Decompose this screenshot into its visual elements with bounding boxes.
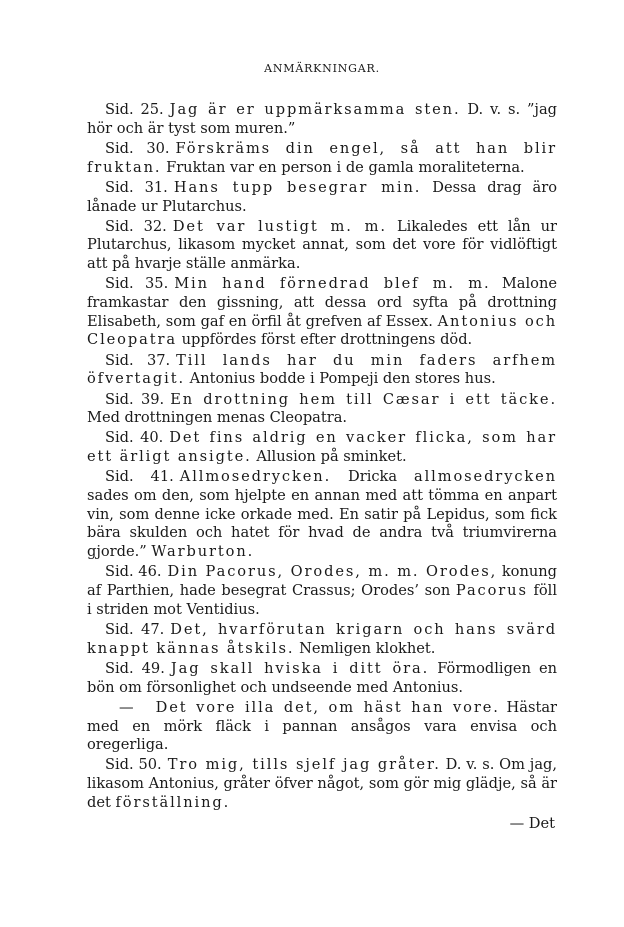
note-text: Förmodligen en bön om försonlighet och undseende med Antonius. (87, 659, 558, 696)
note-sid-35 (87, 275, 557, 350)
note-quote: Det, hvarförutan krigarn och hans svärd knappt kännas åtskils. (87, 620, 557, 657)
note-text-2: sades om den, som hjelpte en annan med att tömma en anpart vin, som denne icke orkade med. En satir på Lepidus, som fick bära skulden och hatet för hvad de andra två triumvirerna gjorde.” (87, 487, 557, 561)
note-sid-25 (87, 101, 557, 138)
note-sid-31 (87, 179, 557, 216)
note-ref: Sid. 41. (105, 468, 174, 486)
note-ref: Sid. 25. (105, 101, 164, 118)
note-sid-40 (87, 429, 557, 466)
note-source: Warburton. (151, 543, 255, 561)
note-ref: Sid. 49. (105, 659, 165, 677)
note-text: Med drottningen menas Cleopatra. (87, 409, 348, 427)
note-text: Nemligen klokhet. (299, 639, 436, 657)
note-sid-39 (87, 391, 557, 428)
note-quote: Min hand förnedrad blef m. m. (174, 275, 491, 293)
note-sid-49 (87, 660, 557, 697)
note-sid-30 (87, 140, 557, 177)
note-sid-50 (87, 756, 557, 812)
note-sid-32 (87, 218, 557, 274)
note-ref: Sid. 30. (105, 139, 170, 157)
note-text: D. v. s. ”jag hör och är tyst som muren.” (87, 101, 557, 137)
note-ref: Sid. 40. (105, 429, 164, 447)
note-text-2: uppfördes först efter drottningens död. (181, 331, 473, 349)
note-ref: Sid. 37. (105, 351, 171, 369)
note-ref: Sid. 47. (105, 620, 165, 638)
note-quote: Jag är er uppmärksamma sten. (169, 101, 461, 118)
note-ref: Sid. 46. (105, 563, 162, 581)
note-ref: Sid. 31. (105, 178, 168, 196)
note-ref: Sid. 39. (105, 390, 165, 408)
note-quote: Din Pacorus, Orodes, m. m. Orodes, (167, 563, 498, 581)
note-text: konung af Parthien, hade besegrat Crassus; Orodes’ son (87, 563, 558, 600)
note-sid-47 (87, 621, 557, 658)
note-quote: Hans tupp besegrar min. (173, 178, 422, 196)
note-quote: Det var lustigt m. m. (172, 217, 387, 235)
note-term: förställning. (115, 793, 231, 811)
note-sid-46 (87, 563, 557, 619)
note-sid-37 (87, 352, 557, 389)
notes-list (87, 101, 557, 813)
note-sid-49-cont (87, 699, 557, 755)
note-text-2: föll i striden mot Ventidius. (87, 582, 557, 618)
note-ref: Sid. 50. (105, 756, 162, 774)
note-text: Antonius bodde i Pompeji den stores hus. (189, 370, 496, 388)
note-text: Fruktan var en person i de gamla moraliteterna. (166, 158, 525, 176)
note-title: Antonius och Cleopatra (87, 312, 557, 349)
note-text: Likaledes ett lån ur Plutarchus, likasom mycket annat, som det vore för vidlöftigt att på hvarje ställe anmärka. (87, 217, 558, 273)
note-quote: Jag skall hviska i ditt öra. (170, 659, 430, 677)
catchword: — Det (509, 814, 555, 832)
note-quote: Förskräms din engel, så att han blir fruktan. (87, 139, 557, 176)
note-text: Allusion på sminket. (256, 448, 407, 466)
note-text: Dessa drag äro lånade ur Plutarchus. (87, 178, 557, 215)
note-sid-41 (87, 468, 557, 562)
note-text: Hästar med en mörk fläck i pannan ansågos vara envisa och oregerliga. (87, 698, 558, 754)
note-quote: Allmosedrycken. (179, 468, 332, 486)
note-quote: Det fins aldrig en vacker flicka, som har ett ärligt ansigte. (87, 429, 557, 466)
note-text: Malone framkastar den gissning, att dessa ord syfta på drottning Elisabeth, som gaf en örfil åt grefven af Essex. (87, 275, 557, 330)
note-ref-dash: — (119, 698, 134, 716)
note-ref: Sid. 32. (105, 217, 167, 235)
note-quote: Tro mig, tills sjelf jag gråter. (167, 756, 441, 774)
note-quote: En drottning hem till Cæsar i ett täcke. (170, 390, 557, 408)
note-ref: Sid. 35. (105, 275, 169, 293)
page (87, 62, 557, 832)
page-header: ANMÄRKNINGAR. (264, 62, 380, 75)
note-text: D. v. s. Om jag, likasom Antonius, gråter öfver något, som gör mig glädje, så är det (87, 756, 557, 811)
note-text: Dricka (348, 468, 398, 486)
note-name: Pacorus (455, 582, 528, 600)
note-quote: Till lands har du min faders arfhem öfvertagit. (87, 351, 557, 388)
note-term: allmosedrycken (413, 468, 557, 486)
note-quote: Det vore illa det, om häst han vore. (155, 698, 500, 716)
